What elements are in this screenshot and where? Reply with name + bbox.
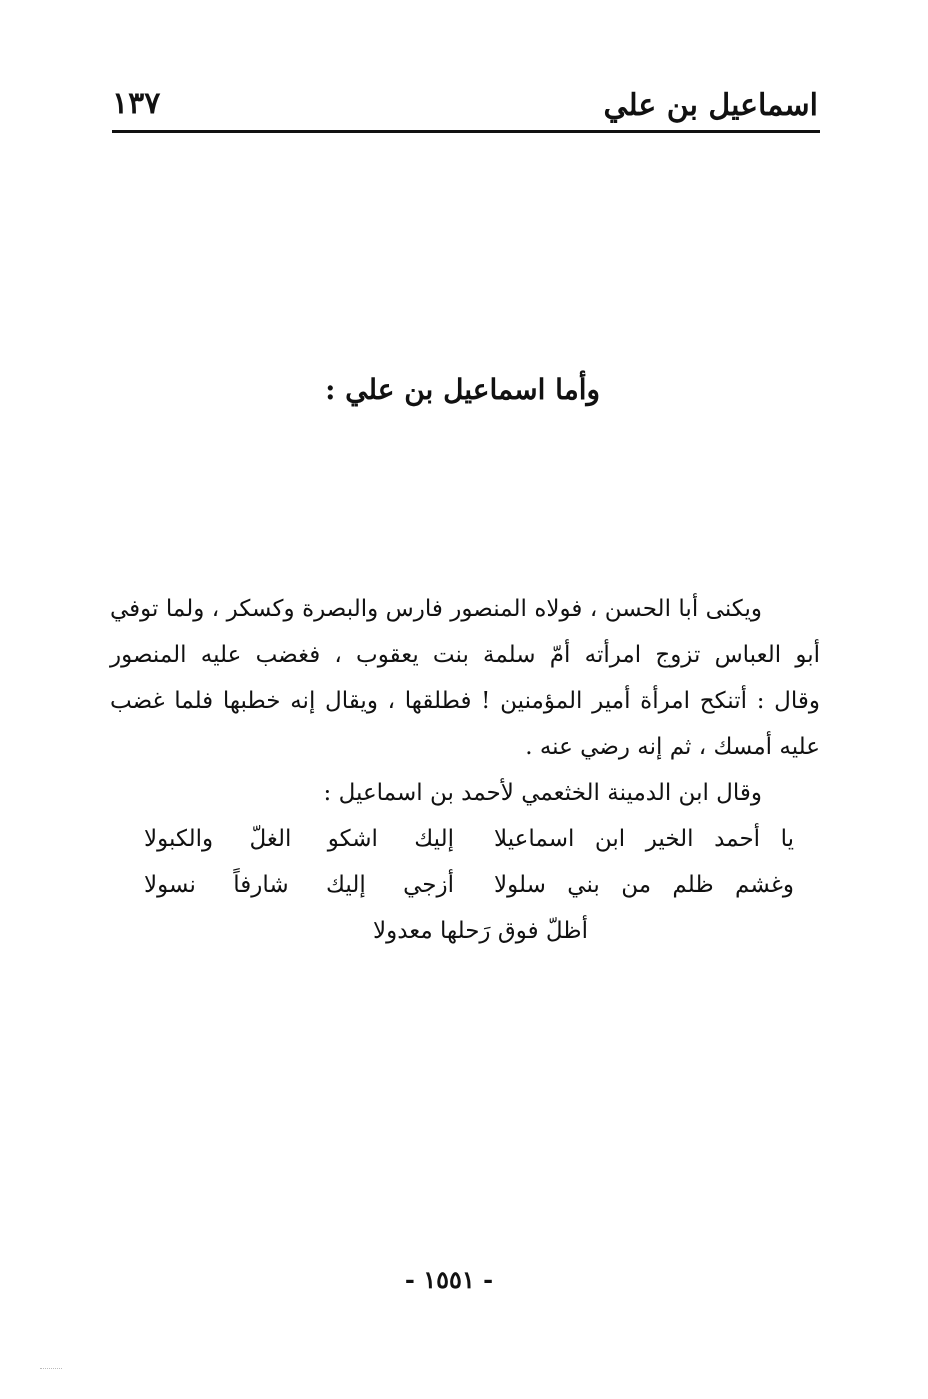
verse-line <box>110 862 820 908</box>
section-heading: وأما اسماعيل بن علي : <box>325 373 600 406</box>
verse-final-line: أظلّ فوق رَحلها معدولا <box>372 918 588 944</box>
page-number: ١٣٧ <box>112 86 161 121</box>
verse-second-hemistich: إليك اشكو الغلّ والكبولا <box>144 826 454 852</box>
header-rule <box>112 130 820 133</box>
paragraph-line: ويكنى أبا الحسن ، فولاه المنصور فارس والبصرة وكسكر ، ولما توفي <box>110 596 762 622</box>
paragraph-line: أبو العباس تزوج امرأته أمّ سلمة بنت يعقوب ، فغضب عليه المنصور <box>110 642 820 668</box>
running-head-title: اسماعيل بن علي <box>603 88 818 123</box>
verse-first-hemistich: يا أحمد الخير ابن اسماعيلا <box>494 826 794 852</box>
body-text <box>110 586 820 954</box>
poem-intro: وقال ابن الدمينة الخثعمي لأحمد بن اسماعيل : <box>323 780 762 806</box>
verse-line <box>110 816 820 862</box>
paragraph-line: عليه أمسك ، ثم إنه رضي عنه . <box>525 734 820 760</box>
running-head <box>112 84 820 134</box>
verse-second-hemistich: أزجي إليك شارفاً نسولا <box>144 872 454 898</box>
scan-mark <box>40 1368 62 1369</box>
verse-line <box>110 908 820 954</box>
folio-number: - ١٥٥١ - <box>404 1265 494 1294</box>
verse-first-hemistich: وغشم ظلم من بني سلولا <box>494 872 794 898</box>
paragraph-line: وقال : أتنكح امرأة أمير المؤمنين ! فطلقها ، ويقال إنه خطبها فلما غضب <box>110 688 820 714</box>
